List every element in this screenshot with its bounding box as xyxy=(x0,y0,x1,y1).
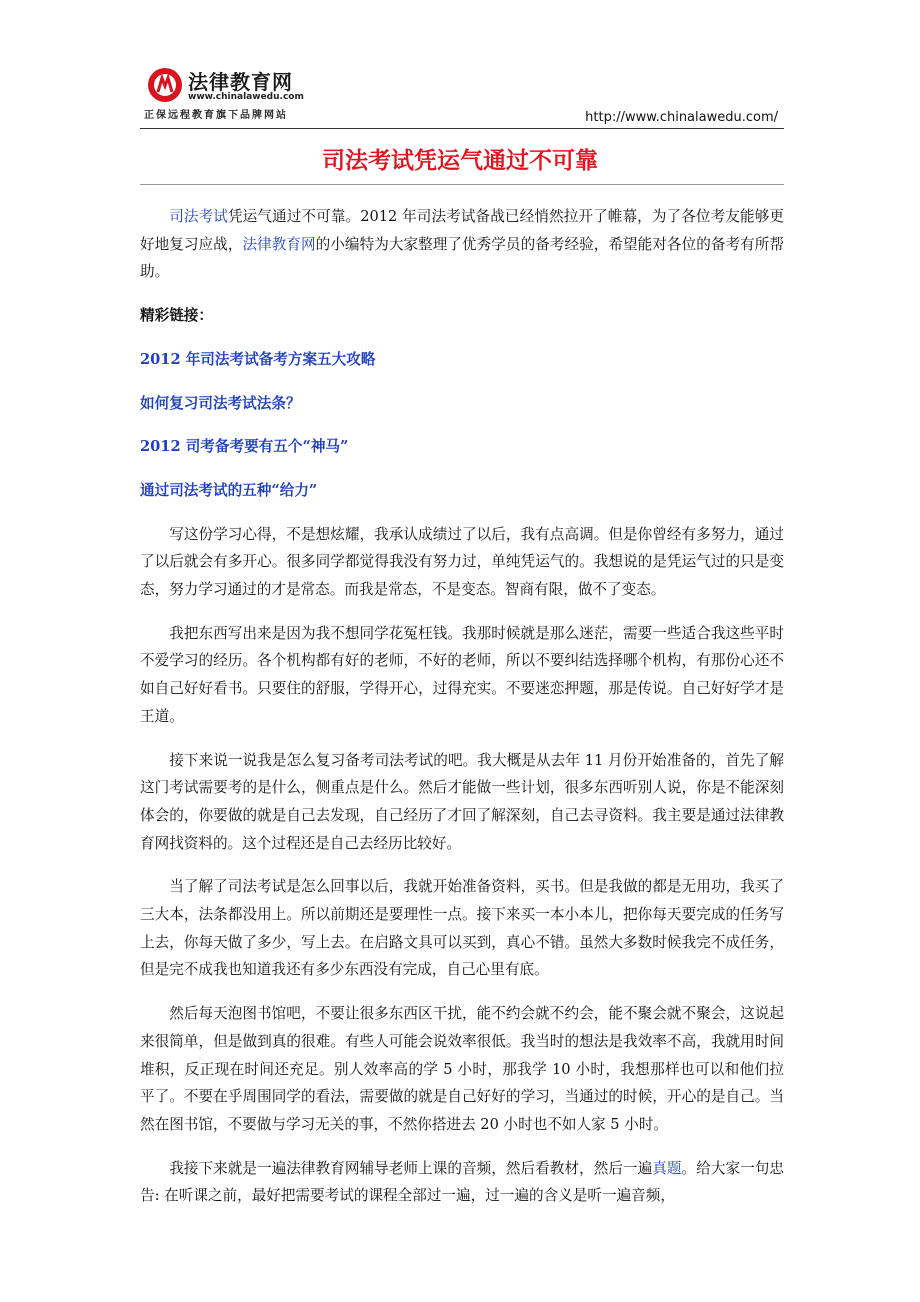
body-paragraph-2: 我把东西写出来是因为我不想同学花冤枉钱。我那时候就是那么迷茫，需要一些适合我这些平时不爱学习的经历。各个机构都有好的老师，不好的老师，所以不要纠结选择哪个机构，有那份心还不如自己好好看书。只要住的舒服，学得开心，过得充实。不要迷恋押题，那是传说。自己好好学才是王道。 xyxy=(140,624,784,725)
title-divider xyxy=(140,184,784,185)
intro-text-2: 的小编特为大家整理了优秀学员的备考经验，希望能对各位的备考有所帮助。 xyxy=(140,235,784,281)
article-body xyxy=(140,203,784,1226)
intro-text-1: 凭运气通过不可靠。2012 年司法考试备战已经悄然拉开了帷幕，为了各位考友能够更好地复习应战， xyxy=(140,208,784,253)
body-paragraph-1: 写这份学习心得，不是想炫耀，我承认成绩过了以后，我有点高调。但是你曾经有多努力，通过了以后就会有多开心。很多同学都觉得我没有努力过，单纯凭运气的。我想说的是凭运气过的只是变态，努力学习通过的才是常态。而我是常态，不是变态。智商有限，做不了变态。 xyxy=(140,525,784,599)
intro-paragraph xyxy=(140,203,784,286)
site-logo[interactable] xyxy=(140,64,315,122)
intro-link-judicial-exam[interactable]: 司法考试 xyxy=(169,208,228,225)
page-title: 司法考试凭运气通过不可靠 xyxy=(322,148,598,174)
logo-slogan: 正保远程教育旗下品牌网站 xyxy=(144,110,288,121)
body-paragraph-4: 当了解了司法考试是怎么回事以后，我就开始准备资料，买书。但是我做的都是无用功，我买了三大本，法条都没用上。所以前期还是要理性一点。接下来买一本小本儿，把你每天要完成的任务写上去，你每天做了多少，写上去。在启路文具可以买到，真心不错。虽然大多数时候我完不成任务，但是完不成我也知道我还有多少东西没有完成，自己心里有底。 xyxy=(140,878,784,979)
body-paragraph-3: 接下来说一说我是怎么复习备考司法考试的吧。我大概是从去年 11 月份开始准备的，首先了解这门考试需要考的是什么，侧重点是什么。然后才能做一些计划，很多东西听别人说，你是不能深刻体会的，你要做的就是自己去发现，自己经历了才回了解深刻，自己去寻资料。我主要是通过法律教育网找资料的。这个过程还是自己去经历比较好。 xyxy=(140,751,784,852)
logo-name: 法律教育网 xyxy=(188,70,293,94)
header-divider xyxy=(140,128,784,129)
page-header xyxy=(140,64,784,130)
body-paragraph-5: 然后每天泡图书馆吧，不要让很多东西区干扰，能不约会就不约会，能不聚会就不聚会，这说起来很简单，但是做到真的很难。有些人可能会说效率很低。我当时的想法是我效率不高，我就用时间堆积，反正现在时间还充足。别人效率高的学 5 小时，那我学 10 小时，我想那样也可以和他们拉平了。不要在乎周围同学的看法，需要做的就是自己好好的学习，当通过的时候，开心的是自己。当然在图书馆，不要做与学习无关的事，不然你搭进去 20 小时也不如人家 5 小时。 xyxy=(140,1005,784,1133)
intro-link-chinalawedu[interactable]: 法律教育网 xyxy=(242,235,316,253)
header-site-url[interactable]: http://www.chinalawedu.com/ xyxy=(585,110,778,125)
body-paragraph-6 xyxy=(140,1155,784,1210)
related-link-2[interactable]: 如何复习司法考试法条？ xyxy=(140,394,301,412)
related-link-3[interactable]: 2012 司考备考要有五个“神马” xyxy=(140,438,349,456)
last-para-text-2: 。给大家一句忠告: 在听课之前，最好把需要考试的课程全部过一遍，过一遍的含义是听一遍音频， xyxy=(140,1159,784,1205)
logo-emblem-icon xyxy=(146,66,184,104)
related-link-1[interactable]: 2012 年司法考试备考方案五大攻略 xyxy=(140,350,376,368)
last-para-text-1: 我接下来就是一遍法律教育网辅导老师上课的音频，然后看教材，然后一遍 xyxy=(169,1159,653,1177)
links-label: 精彩链接： xyxy=(140,307,213,325)
related-link-4[interactable]: 通过司法考试的五种“给力” xyxy=(140,481,318,499)
last-para-link-exam-questions[interactable]: 真题 xyxy=(652,1159,682,1177)
logo-url: www.chinalawedu.com xyxy=(188,92,304,102)
